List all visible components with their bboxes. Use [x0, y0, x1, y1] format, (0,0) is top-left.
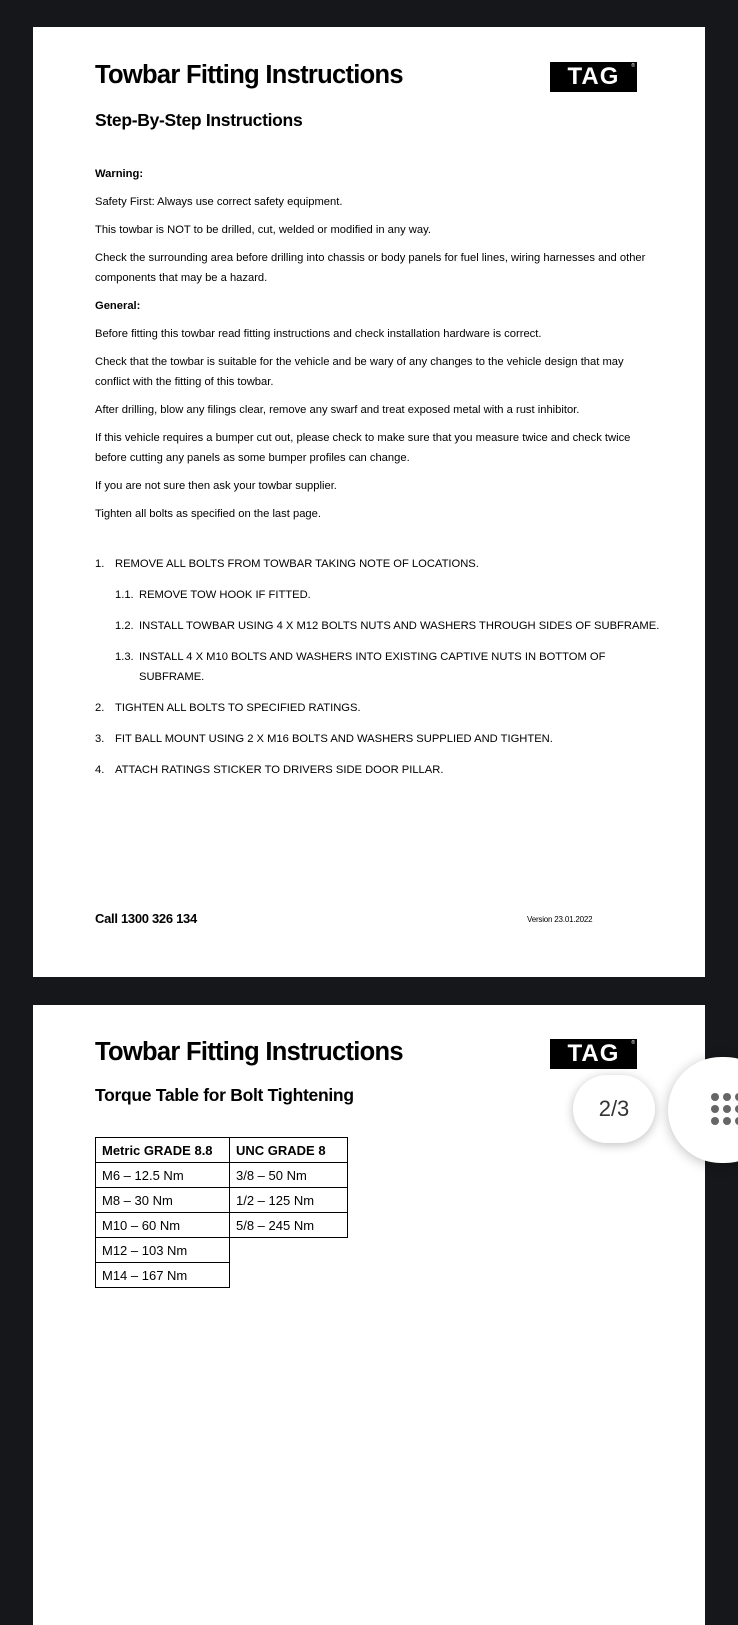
warning-line: Check the surrounding area before drilling into chassis or body panels for fuel lines, wiring harnesses and other components that may be a hazard.	[95, 252, 646, 284]
table-cell: M12 – 103 Nm	[96, 1238, 230, 1263]
table-row	[96, 1238, 348, 1263]
table-row	[96, 1263, 348, 1288]
step-number: 3.	[95, 733, 105, 745]
step-number: 4.	[95, 764, 105, 776]
general-line: After drilling, blow any filings clear, remove any swarf and treat exposed metal with a rust inhibitor.	[95, 404, 580, 416]
general-line: Before fitting this towbar read fitting instructions and check installation hardware is correct.	[95, 328, 542, 340]
general-heading: General:	[95, 300, 141, 312]
document-title: Towbar Fitting Instructions	[95, 1038, 403, 1066]
column-header: UNC GRADE 8	[230, 1138, 348, 1163]
table-header-row	[96, 1138, 348, 1163]
footer-phone: Call 1300 326 134	[95, 911, 197, 926]
step-item	[95, 729, 660, 749]
general-line: If you are not sure then ask your towbar supplier.	[95, 480, 337, 492]
step-text: ATTACH RATINGS STICKER TO DRIVERS SIDE DOOR PILLAR.	[115, 764, 444, 776]
document-title: Towbar Fitting Instructions	[95, 61, 403, 89]
general-line: Tighten all bolts as specified on the last page.	[95, 508, 321, 520]
table-cell: 5/8 – 245 Nm	[230, 1213, 348, 1238]
substep-item	[115, 647, 660, 687]
grid-dots-icon	[711, 1093, 737, 1125]
substep-item	[115, 585, 660, 605]
step-text: INSTALL TOWBAR USING 4 X M12 BOLTS NUTS AND WASHERS THROUGH SIDES OF SUBFRAME.	[139, 620, 660, 632]
step-text: REMOVE TOW HOOK IF FITTED.	[139, 589, 311, 601]
step-item	[95, 760, 660, 780]
step-number: 1.3.	[115, 651, 134, 663]
warning-heading: Warning:	[95, 168, 144, 180]
table-row	[96, 1163, 348, 1188]
table-cell: 1/2 – 125 Nm	[230, 1188, 348, 1213]
table-cell-empty	[230, 1238, 348, 1263]
warning-line: This towbar is NOT to be drilled, cut, welded or modified in any way.	[95, 224, 431, 236]
table-cell: M10 – 60 Nm	[96, 1213, 230, 1238]
table-cell: 3/8 – 50 Nm	[230, 1163, 348, 1188]
table-cell-empty	[230, 1263, 348, 1288]
step-number: 2.	[95, 702, 105, 714]
column-header: Metric GRADE 8.8	[96, 1138, 230, 1163]
step-number: 1.	[95, 558, 105, 570]
step-list	[95, 554, 660, 791]
table-row	[96, 1188, 348, 1213]
tag-logo: TAG ®	[550, 1039, 637, 1069]
step-text: TIGHTEN ALL BOLTS TO SPECIFIED RATINGS.	[115, 702, 361, 714]
table-row	[96, 1213, 348, 1238]
step-item	[95, 698, 660, 718]
substep-item	[115, 616, 660, 636]
step-text: INSTALL 4 X M10 BOLTS AND WASHERS INTO EXISTING CAPTIVE NUTS IN BOTTOM OF SUBFRAME.	[139, 651, 606, 683]
step-text: FIT BALL MOUNT USING 2 X M16 BOLTS AND WASHERS SUPPLIED AND TIGHTEN.	[115, 733, 553, 745]
table-cell: M8 – 30 Nm	[96, 1188, 230, 1213]
instructions-body	[95, 164, 660, 532]
step-text: REMOVE ALL BOLTS FROM TOWBAR TAKING NOTE OF LOCATIONS.	[115, 558, 479, 570]
step-number: 1.1.	[115, 589, 134, 601]
torque-table	[95, 1137, 348, 1288]
general-line: Check that the towbar is suitable for the vehicle and be wary of any changes to the vehicle design that may conflict with the fitting of this towbar.	[95, 356, 624, 388]
page-indicator: 2/3	[573, 1075, 655, 1143]
warning-line: Safety First: Always use correct safety equipment.	[95, 196, 343, 208]
section-subtitle: Step-By-Step Instructions	[95, 110, 303, 130]
section-subtitle: Torque Table for Bolt Tightening	[95, 1085, 354, 1105]
general-line: If this vehicle requires a bumper cut out, please check to make sure that you measure twice and check twice before cutting any panels as some bumper profiles can change.	[95, 432, 631, 464]
step-number: 1.2.	[115, 620, 134, 632]
tag-logo: TAG ®	[550, 62, 637, 92]
step-item	[95, 554, 660, 574]
table-cell: M6 – 12.5 Nm	[96, 1163, 230, 1188]
document-page-1	[33, 27, 705, 977]
table-cell: M14 – 167 Nm	[96, 1263, 230, 1288]
footer-version: Version 23.01.2022	[527, 915, 593, 924]
